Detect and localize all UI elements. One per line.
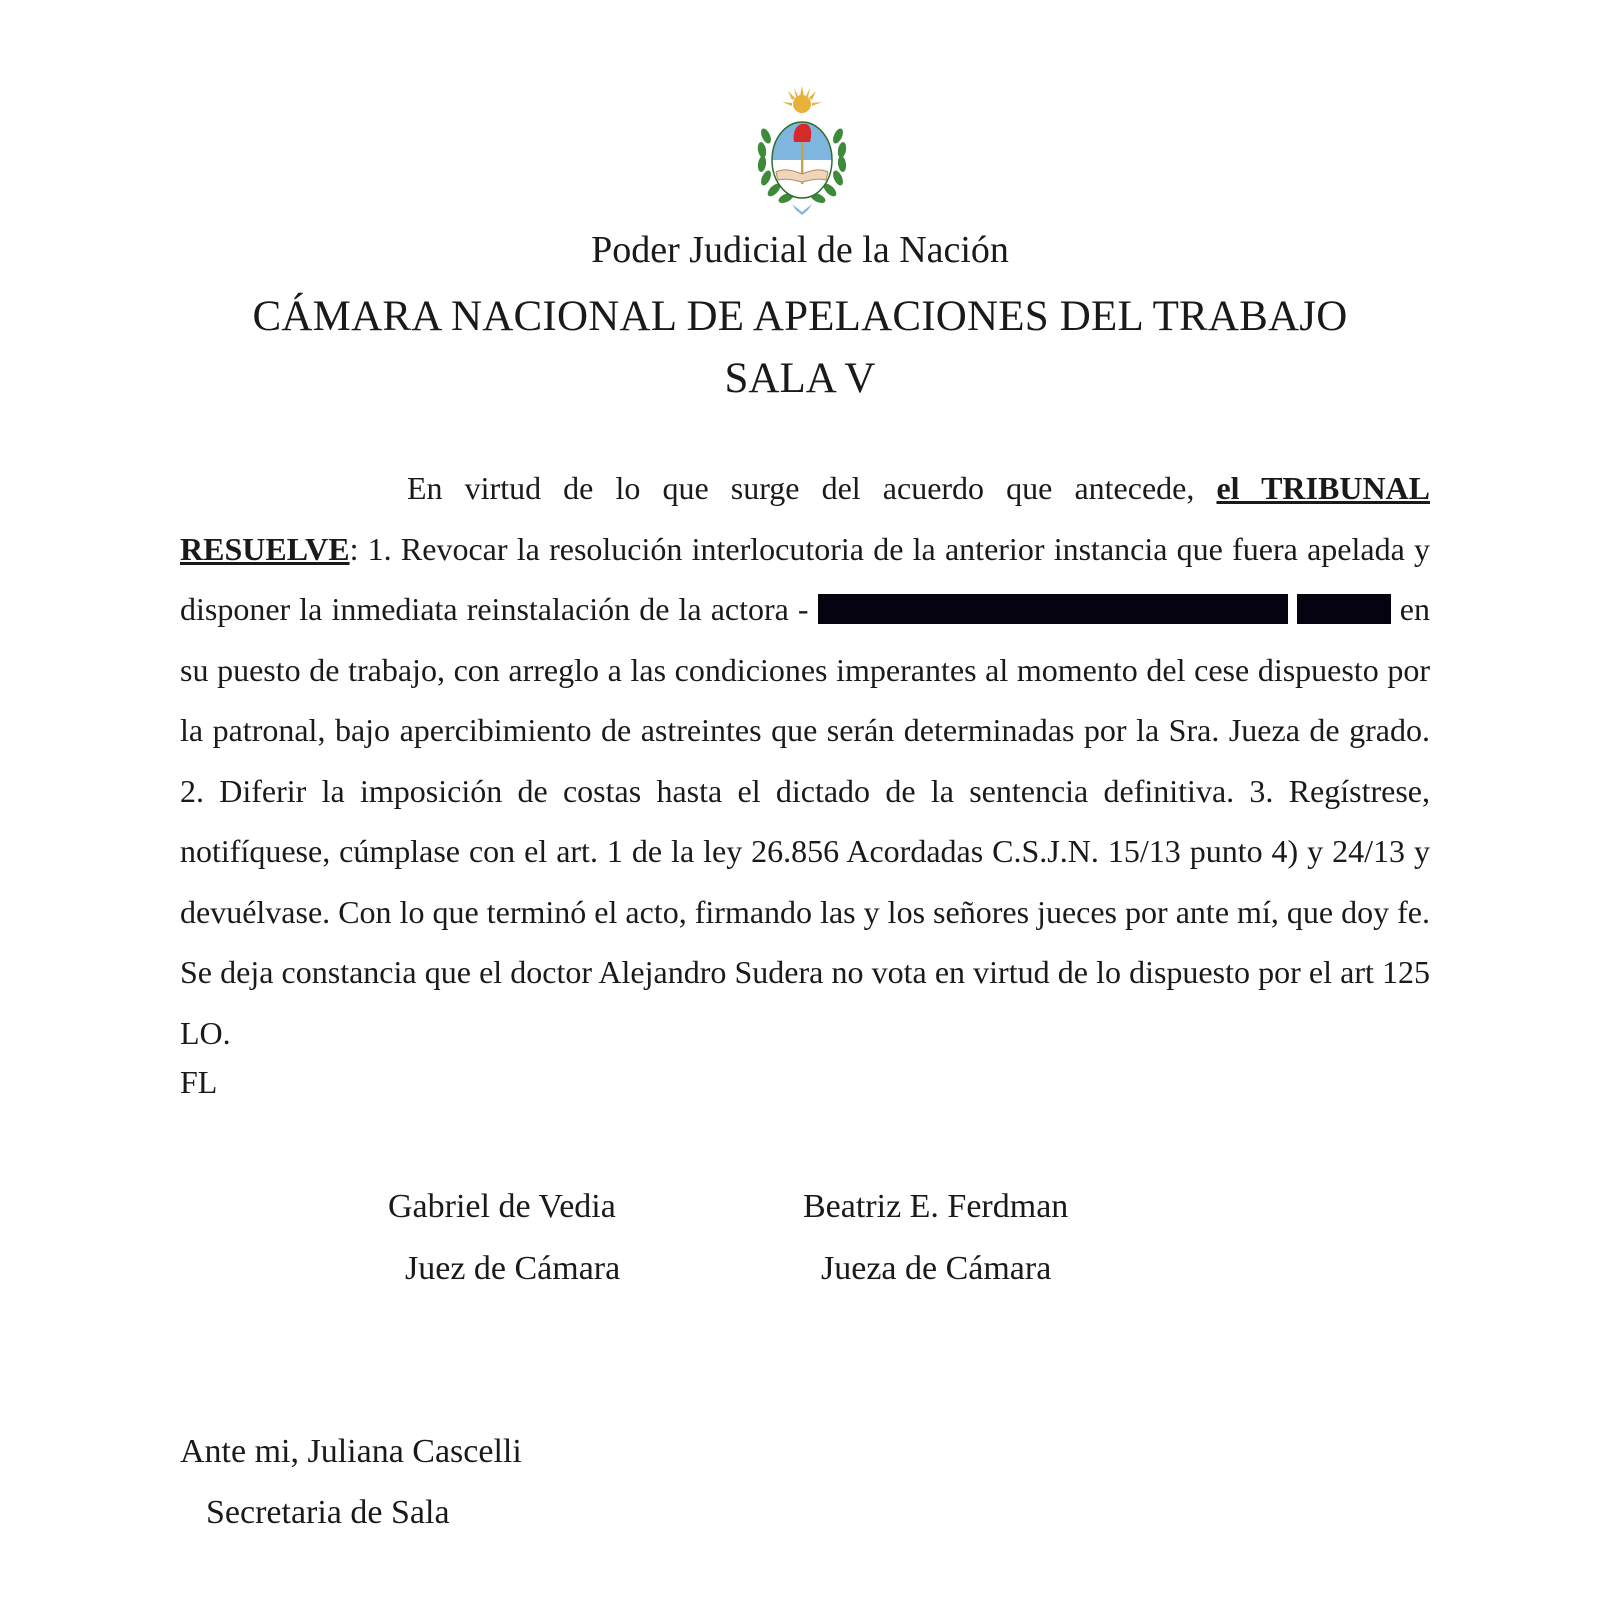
signature-title: Jueza de Cámara: [821, 1250, 1052, 1287]
institution-title: Poder Judicial de la Nación: [591, 229, 1009, 271]
resolution-intro: En virtud de lo que surge del acuerdo que antecede,: [407, 470, 1217, 506]
resuelve-emphasis: RESUELVE: [180, 530, 350, 567]
tribunal-emphasis: el TRIBUNAL: [1216, 470, 1431, 506]
coat-of-arms-icon: [752, 84, 852, 216]
signature-title: Juez de Cámara: [405, 1250, 621, 1287]
signature-name: Gabriel de Vedia: [388, 1188, 616, 1225]
initials: FL: [180, 1064, 218, 1100]
resolution-part-2: en su puesto de trabajo, con arreglo a las condiciones imperantes al momento del cese dispuesto por la patronal, bajo apercibimiento de astreintes que serán determinadas por la Sra. Jueza de grado. 2. Diferir la imposición de costas hasta el dictado de la sentencia definitiva. 3. Regístrese, notifíquese, cúmplase con el art. 1 de la ley 26.856 Acordadas C.S.J.N. 15/13 punto 4) y 24/13 y devuélvase. Con lo que terminó el acto, firmando las y los señores jueces por ante mí, que doy fe. Se deja constancia que el doctor Alejandro Sudera no vota en virtud de lo dispuesto por el art 125 LO.: [180, 591, 1431, 1051]
redaction-block: [1297, 594, 1391, 624]
secretary-title: Secretaria de Sala: [206, 1494, 450, 1531]
redaction-block: [818, 594, 1288, 624]
sun-icon: [782, 86, 822, 113]
signature-name: Beatriz E. Ferdman: [803, 1188, 1069, 1225]
resolution-part-1: : 1. Revocar la resolución interlocutoria de la anterior instancia que fuera apelada y disponer la inmediata reinstalación de la actora -: [180, 530, 1430, 627]
ribbon-icon: [792, 204, 812, 215]
secretary-name: Ante mi, Juliana Cascelli: [180, 1433, 522, 1470]
resolution-paragraph: [180, 458, 1430, 1063]
court-title: CÁMARA NACIONAL DE APELACIONES DEL TRABAJO: [252, 293, 1348, 340]
chamber-title: SALA V: [724, 355, 876, 402]
